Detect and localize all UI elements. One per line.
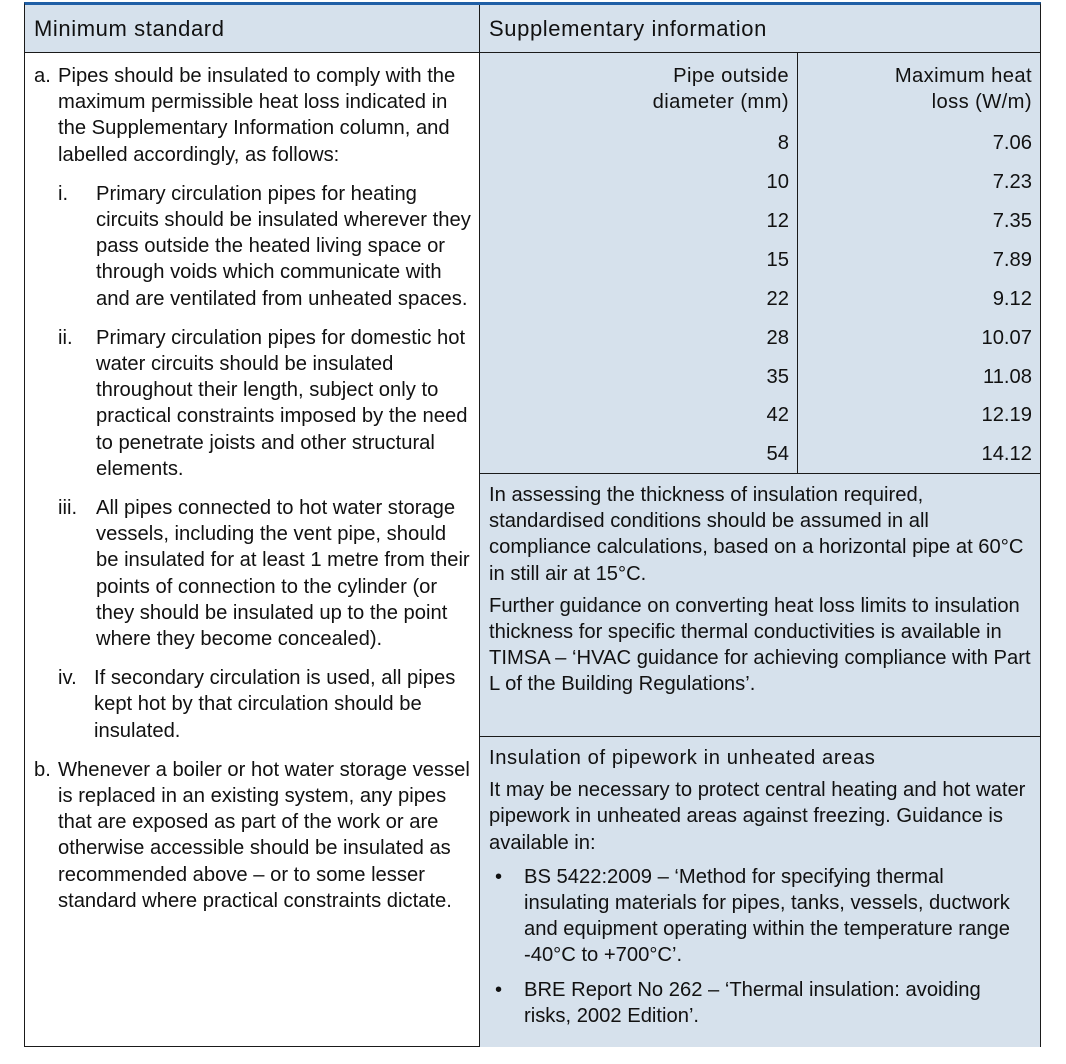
guidance-bullet [489,864,1032,969]
clause-a-item-i [34,181,473,312]
header-line: Maximum heat [894,65,1032,87]
unheated-areas-intro: It may be necessary to protect central heating and hot water pipework in unheated areas against freezing. Guidance is available in: [489,779,1026,854]
pipe-diameter-header [480,63,789,115]
bullet-text: BS 5422:2009 – ‘Method for specifying thermal insulating materials for pipes, tanks, vessels, ductwork and equipment operating within the temperature range -40°C to +700°C’. [524,865,1010,967]
heat-loss-cell: 7.35 [992,210,1032,232]
table-row [480,169,1040,195]
clause-a-label: a. [34,65,51,87]
pipe-diameter-cell: 12 [766,210,789,232]
table-row [480,364,1040,390]
pipe-diameter-cell: 8 [777,132,789,154]
heat-loss-cell: 7.23 [992,171,1032,193]
clause-a-text: Pipes should be insulated to comply with the maximum permissible heat loss indicated in the Supplementary Information column, and labelled accordingly, as follows: [58,65,456,166]
item-label: iii. [58,497,78,520]
item-text: If secondary circulation is used, all pipes kept hot by that circulation should be insulated. [94,667,456,742]
item-text: Primary circulation pipes for heating circuits should be insulated wherever they pass outside the heated living space or through voids which communicate with and are ventilated from unheated spaces. [96,182,471,310]
unheated-areas-title: Insulation of pipework in unheated areas [489,747,876,769]
table-row [480,247,1040,273]
unheated-areas-section [480,737,1040,1047]
header-line: diameter (mm) [652,91,789,113]
clause-a-item-ii [34,325,473,482]
item-label: iv. [58,667,77,690]
pipe-diameter-cell: 28 [766,327,789,349]
supplementary-information-header: Supplementary information [480,5,1040,53]
supplementary-information-column [480,53,1040,1047]
clause-a-item-iv [34,665,473,744]
minimum-standard-column [25,53,480,1047]
heat-loss-cell: 10.07 [981,327,1032,349]
clause-b-text: Whenever a boiler or hot water storage vessel is replaced in an existing system, any pipes that are exposed as part of the work or are otherwise accessible should be insulated as recommended above – or to some lesser standard where practical constraints dictate. [58,758,470,912]
clause-a [34,63,473,168]
heat-loss-cell: 9.12 [992,288,1032,310]
item-text: All pipes connected to hot water storage vessels, including the vent pipe, should be insulated for at least 1 metre from their points of connection to the cylinder (or they should be insulated up to the point where they become concealed). [96,497,470,651]
max-heat-loss-header [798,63,1032,115]
pipe-diameter-cell: 10 [766,171,789,193]
guidance-bullet [489,977,1032,1029]
bullet-text: BRE Report No 262 – ‘Thermal insulation: avoiding risks, 2002 Edition’. [524,978,981,1027]
item-label: i. [58,182,69,205]
heat-loss-cell: 7.06 [992,132,1032,154]
guidance-paragraph: Further guidance on converting heat loss limits to insulation thickness for specific thermal conductivities is available in TIMSA – ‘HVAC guidance for achieving compliance with Part L of the Building Regulations’. [489,594,1031,696]
pipe-diameter-cell: 15 [766,249,789,271]
header-line: Pipe outside [673,65,789,87]
bullet-icon: • [495,978,503,1001]
assessment-note [480,474,1040,737]
table-row [480,208,1040,234]
table-row [480,325,1040,351]
pipe-diameter-cell: 42 [766,404,789,426]
table-row [480,402,1040,428]
heat-loss-cell: 12.19 [981,404,1032,426]
item-text: Primary circulation pipes for domestic hot water circuits should be insulated throughout their length, subject only to practical constraints imposed by the need to penetrate joists and other structural elements. [96,326,468,480]
bullet-icon: • [495,865,503,888]
table-row [480,130,1040,156]
pipe-diameter-cell: 54 [766,443,789,465]
table-row [480,441,1040,467]
clause-a-item-iii [34,495,473,652]
table-row [480,286,1040,312]
pipe-diameter-cell: 22 [766,288,789,310]
clause-b-label: b. [34,758,51,781]
heat-loss-cell: 11.08 [982,366,1032,388]
minimum-standard-header: Minimum standard [25,5,480,53]
heat-loss-cell: 14.12 [981,443,1032,465]
pipe-diameter-cell: 35 [766,366,789,388]
standards-table [24,2,1041,1047]
item-label: ii. [58,326,73,349]
heat-loss-table [480,53,1040,474]
assessment-paragraph: In assessing the thickness of insulation required, standardised conditions should be assumed in all compliance calculations, based on a horizontal pipe at 60°C in still air at 15°C. [489,484,1024,585]
header-line: loss (W/m) [931,91,1032,113]
clause-b [34,757,473,914]
heat-loss-cell: 7.89 [992,249,1032,271]
